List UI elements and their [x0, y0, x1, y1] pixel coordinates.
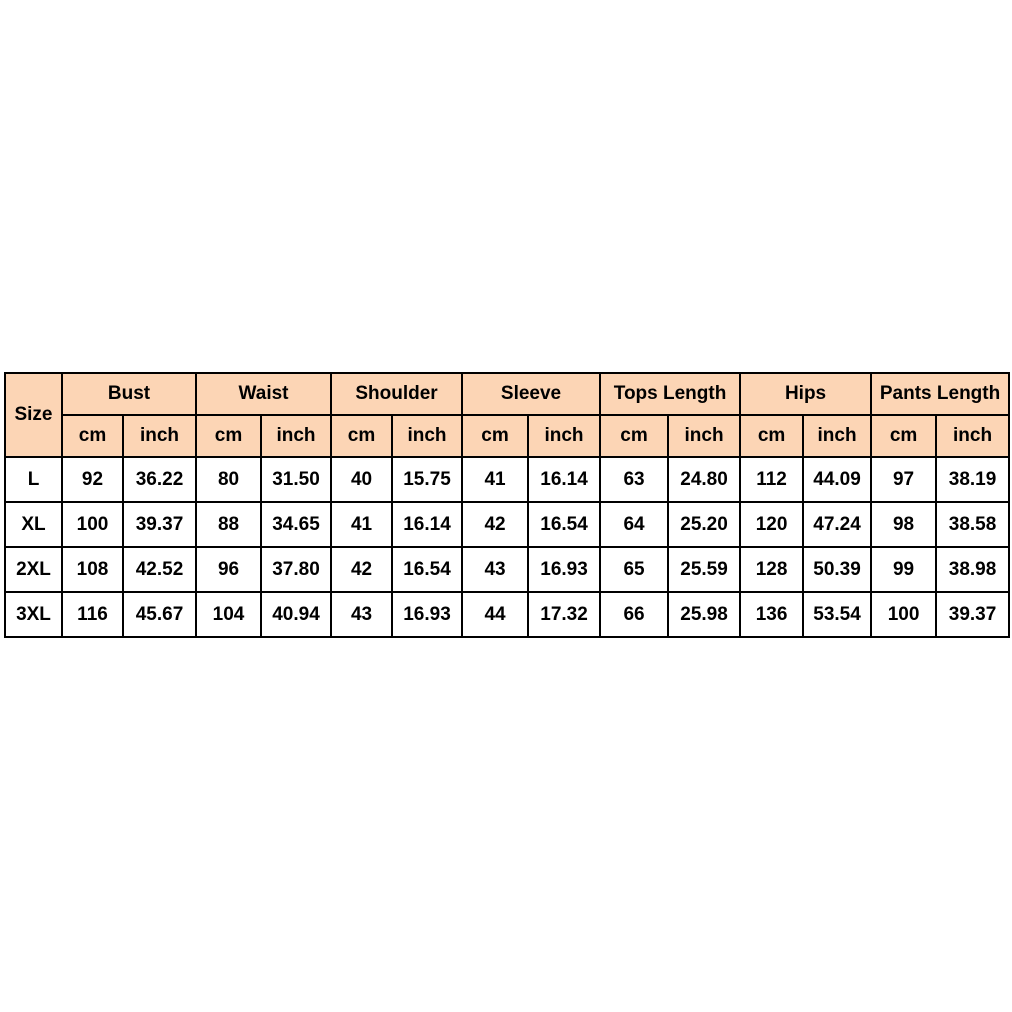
unit-inch-pants-length: inch	[936, 415, 1009, 457]
table-cell: 64	[600, 502, 668, 547]
table-cell: 98	[871, 502, 936, 547]
table-cell: 38.19	[936, 457, 1009, 502]
unit-cm-bust: cm	[62, 415, 123, 457]
table-cell: 80	[196, 457, 261, 502]
header-pants-length: Pants Length	[871, 373, 1009, 415]
unit-inch-waist: inch	[261, 415, 331, 457]
table-cell: 15.75	[392, 457, 462, 502]
table-cell: 65	[600, 547, 668, 592]
table-cell: 42.52	[123, 547, 196, 592]
table-cell: 41	[331, 502, 392, 547]
table-cell: 16.93	[528, 547, 600, 592]
table-cell: 38.58	[936, 502, 1009, 547]
header-hips: Hips	[740, 373, 871, 415]
table-cell: 42	[331, 547, 392, 592]
table-cell: 38.98	[936, 547, 1009, 592]
header-bust: Bust	[62, 373, 196, 415]
table-header	[5, 373, 1009, 457]
table-row	[5, 502, 1009, 547]
table-cell: 100	[62, 502, 123, 547]
unit-cm-pants-length: cm	[871, 415, 936, 457]
unit-inch-tops-length: inch	[668, 415, 740, 457]
table-cell: 43	[331, 592, 392, 637]
table-cell: 43	[462, 547, 528, 592]
header-group-row	[5, 373, 1009, 415]
table-cell: 100	[871, 592, 936, 637]
table-row	[5, 457, 1009, 502]
table-cell: 92	[62, 457, 123, 502]
table-cell: 40.94	[261, 592, 331, 637]
table-cell: 16.14	[528, 457, 600, 502]
table-cell: 97	[871, 457, 936, 502]
table-cell: 16.54	[528, 502, 600, 547]
table-cell: 104	[196, 592, 261, 637]
unit-inch-hips: inch	[803, 415, 871, 457]
size-cell: 3XL	[5, 592, 62, 637]
unit-cm-sleeve: cm	[462, 415, 528, 457]
unit-cm-tops-length: cm	[600, 415, 668, 457]
table-cell: 24.80	[668, 457, 740, 502]
size-cell: L	[5, 457, 62, 502]
table-cell: 66	[600, 592, 668, 637]
table-cell: 99	[871, 547, 936, 592]
table-cell: 41	[462, 457, 528, 502]
table-cell: 44.09	[803, 457, 871, 502]
table-cell: 17.32	[528, 592, 600, 637]
table-row	[5, 592, 1009, 637]
table-cell: 25.98	[668, 592, 740, 637]
table-cell: 39.37	[123, 502, 196, 547]
size-chart-table	[4, 372, 1010, 638]
unit-cm-hips: cm	[740, 415, 803, 457]
table-cell: 112	[740, 457, 803, 502]
table-cell: 37.80	[261, 547, 331, 592]
table-row	[5, 547, 1009, 592]
header-waist: Waist	[196, 373, 331, 415]
table-cell: 42	[462, 502, 528, 547]
table-cell: 53.54	[803, 592, 871, 637]
header-unit-row	[5, 415, 1009, 457]
table-cell: 63	[600, 457, 668, 502]
table-cell: 108	[62, 547, 123, 592]
unit-inch-sleeve: inch	[528, 415, 600, 457]
size-cell: XL	[5, 502, 62, 547]
table-cell: 16.14	[392, 502, 462, 547]
header-sleeve: Sleeve	[462, 373, 600, 415]
table-cell: 88	[196, 502, 261, 547]
unit-cm-waist: cm	[196, 415, 261, 457]
table-cell: 16.54	[392, 547, 462, 592]
size-cell: 2XL	[5, 547, 62, 592]
unit-inch-bust: inch	[123, 415, 196, 457]
table-cell: 40	[331, 457, 392, 502]
unit-cm-shoulder: cm	[331, 415, 392, 457]
table-cell: 16.93	[392, 592, 462, 637]
header-shoulder: Shoulder	[331, 373, 462, 415]
table-cell: 39.37	[936, 592, 1009, 637]
table-cell: 45.67	[123, 592, 196, 637]
table-cell: 116	[62, 592, 123, 637]
table-cell: 47.24	[803, 502, 871, 547]
table-body	[5, 457, 1009, 637]
table-cell: 25.20	[668, 502, 740, 547]
table-cell: 120	[740, 502, 803, 547]
table-cell: 34.65	[261, 502, 331, 547]
table-cell: 50.39	[803, 547, 871, 592]
unit-inch-shoulder: inch	[392, 415, 462, 457]
size-header: Size	[5, 373, 62, 457]
header-tops-length: Tops Length	[600, 373, 740, 415]
table-cell: 96	[196, 547, 261, 592]
table-cell: 31.50	[261, 457, 331, 502]
table-cell: 25.59	[668, 547, 740, 592]
table-cell: 136	[740, 592, 803, 637]
table-cell: 36.22	[123, 457, 196, 502]
table-cell: 44	[462, 592, 528, 637]
table-cell: 128	[740, 547, 803, 592]
